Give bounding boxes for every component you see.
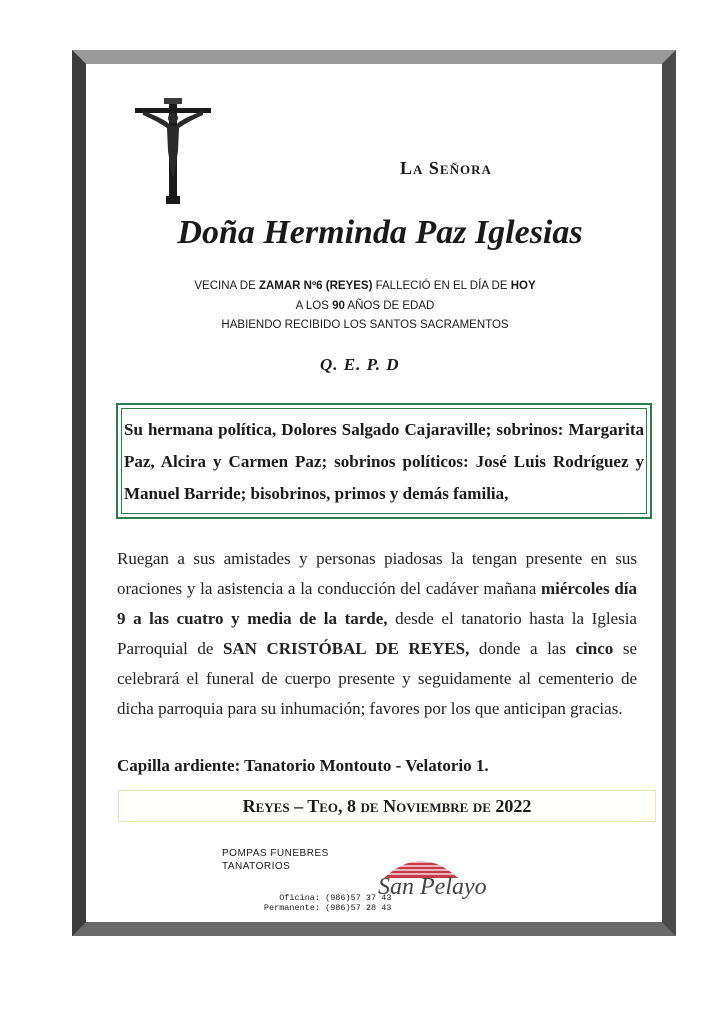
footer-label-2: TANATORIOS [222, 861, 291, 872]
info-line-3: HABIENDO RECIBIDO LOS SANTOS SACRAMENTOS [221, 319, 509, 331]
qepd: Q. E. P. D [320, 355, 400, 374]
info-line-2: A LOS 90 AÑOS DE EDAD [295, 300, 435, 312]
frame-bevel-left [72, 50, 86, 936]
crucifix-icon [133, 96, 213, 206]
info-line-1: VECINA DE ZAMAR Nº6 (REYES) FALLECIÓ EN EL DÍA DE HOY [194, 280, 536, 292]
office-phone: Oficina: (986)57 37 43 [279, 893, 392, 903]
brand-name: San Pelayo [378, 874, 487, 900]
frame-bevel-right [662, 50, 676, 936]
honorific: La Señora [400, 158, 492, 178]
frame-bevel-bottom [72, 922, 676, 936]
family-text: Su hermana política, Dolores Salgado Cajaraville; sobrinos: Margarita Paz, Alcira y Carmen Paz; sobrinos políticos: José Luis Rodríguez y Manuel Barride; bisobrinos, primos y demás familia, [124, 420, 644, 503]
date-line: Reyes – Teo, 8 de Noviembre de 2022 [242, 796, 532, 816]
frame-bevel-top [72, 50, 676, 64]
footer-label-1: POMPAS FUNEBRES [222, 848, 329, 859]
permanent-phone: Permanente: (986)57 28 43 [263, 903, 392, 913]
deceased-name: Doña Herminda Paz Iglesias [177, 214, 583, 251]
capilla-ardiente: Capilla ardiente: Tanatorio Montouto - Velatorio 1. [117, 756, 489, 775]
body-paragraph: Ruegan a sus amistades y personas piadosas la tengan presente en sus oraciones y la asistencia a la conducción del cadáver mañana miércoles día 9 a las cuatro y media de la tarde, desde el tanatorio hasta la Iglesia Parroquial de SAN CRISTÓBAL DE REYES, donde a las cinco se celebrará el funeral de cuerpo presente y seguidamente al cementerio de dicha parroquia para su inhumación; favores por los que anticipan gracias. [117, 549, 638, 718]
